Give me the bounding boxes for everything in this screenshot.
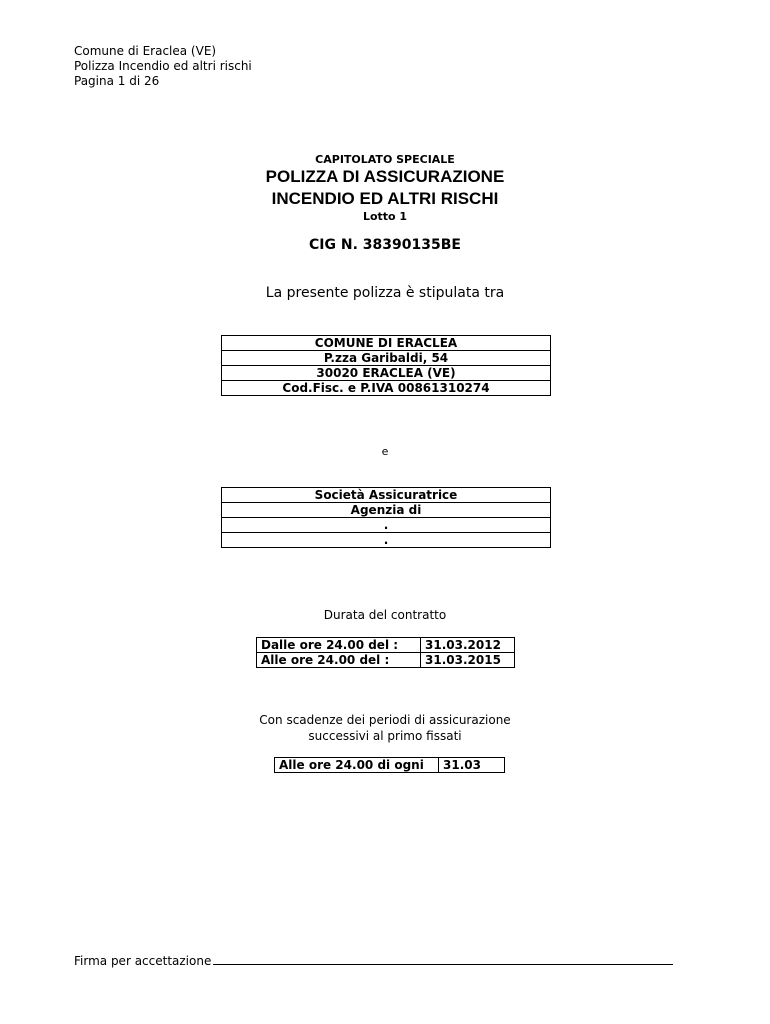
header-comune: Comune di Eraclea (VE) (74, 44, 217, 58)
connector-e: e (381, 445, 389, 458)
durata-row-value: 31.03.2012 (421, 638, 515, 653)
party-1-row: Cod.Fisc. e P.IVA 00861310274 (222, 381, 551, 396)
durata-row-value: 31.03.2015 (421, 653, 515, 668)
intro-text: La presente polizza è stipulata tra (265, 285, 505, 301)
scadenze-label: Alle ore 24.00 di ogni (275, 758, 439, 773)
signature-line (213, 953, 673, 965)
header-polizza: Polizza Incendio ed altri rischi (74, 59, 252, 73)
page-header (74, 44, 252, 89)
scadenze-text-1: Con scadenze dei periodi di assicurazione (259, 713, 511, 727)
title-line-2: INCENDIO ED ALTRI RISCHI (271, 189, 499, 208)
cig-number: CIG N. 38390135BE (309, 237, 461, 253)
title-line-1: POLIZZA DI ASSICURAZIONE (265, 167, 505, 186)
party-comune-table (221, 335, 551, 396)
durata-table (256, 637, 515, 668)
party-2-row: Società Assicuratrice (222, 488, 551, 503)
durata-row-label: Dalle ore 24.00 del : (257, 638, 421, 653)
party-2-row: Agenzia di (222, 503, 551, 518)
firma-line (74, 953, 673, 968)
party-2-row: . (222, 518, 551, 533)
party-societa-table (221, 487, 551, 548)
capitolato-label: CAPITOLATO SPECIALE (315, 153, 455, 166)
party-1-row: COMUNE DI ERACLEA (222, 336, 551, 351)
durata-label: Durata del contratto (323, 608, 447, 622)
party-2-row: . (222, 533, 551, 548)
scadenze-text-2: successivi al primo fissati (308, 729, 462, 743)
header-pagina: Pagina 1 di 26 (74, 74, 160, 88)
party-1-row: P.zza Garibaldi, 54 (222, 351, 551, 366)
firma-label: Firma per accettazione (74, 954, 212, 968)
party-1-row: 30020 ERACLEA (VE) (222, 366, 551, 381)
scadenze-value: 31.03 (439, 758, 505, 773)
durata-row-label: Alle ore 24.00 del : (257, 653, 421, 668)
scadenze-table (274, 757, 505, 773)
lotto-label: Lotto 1 (362, 210, 408, 223)
